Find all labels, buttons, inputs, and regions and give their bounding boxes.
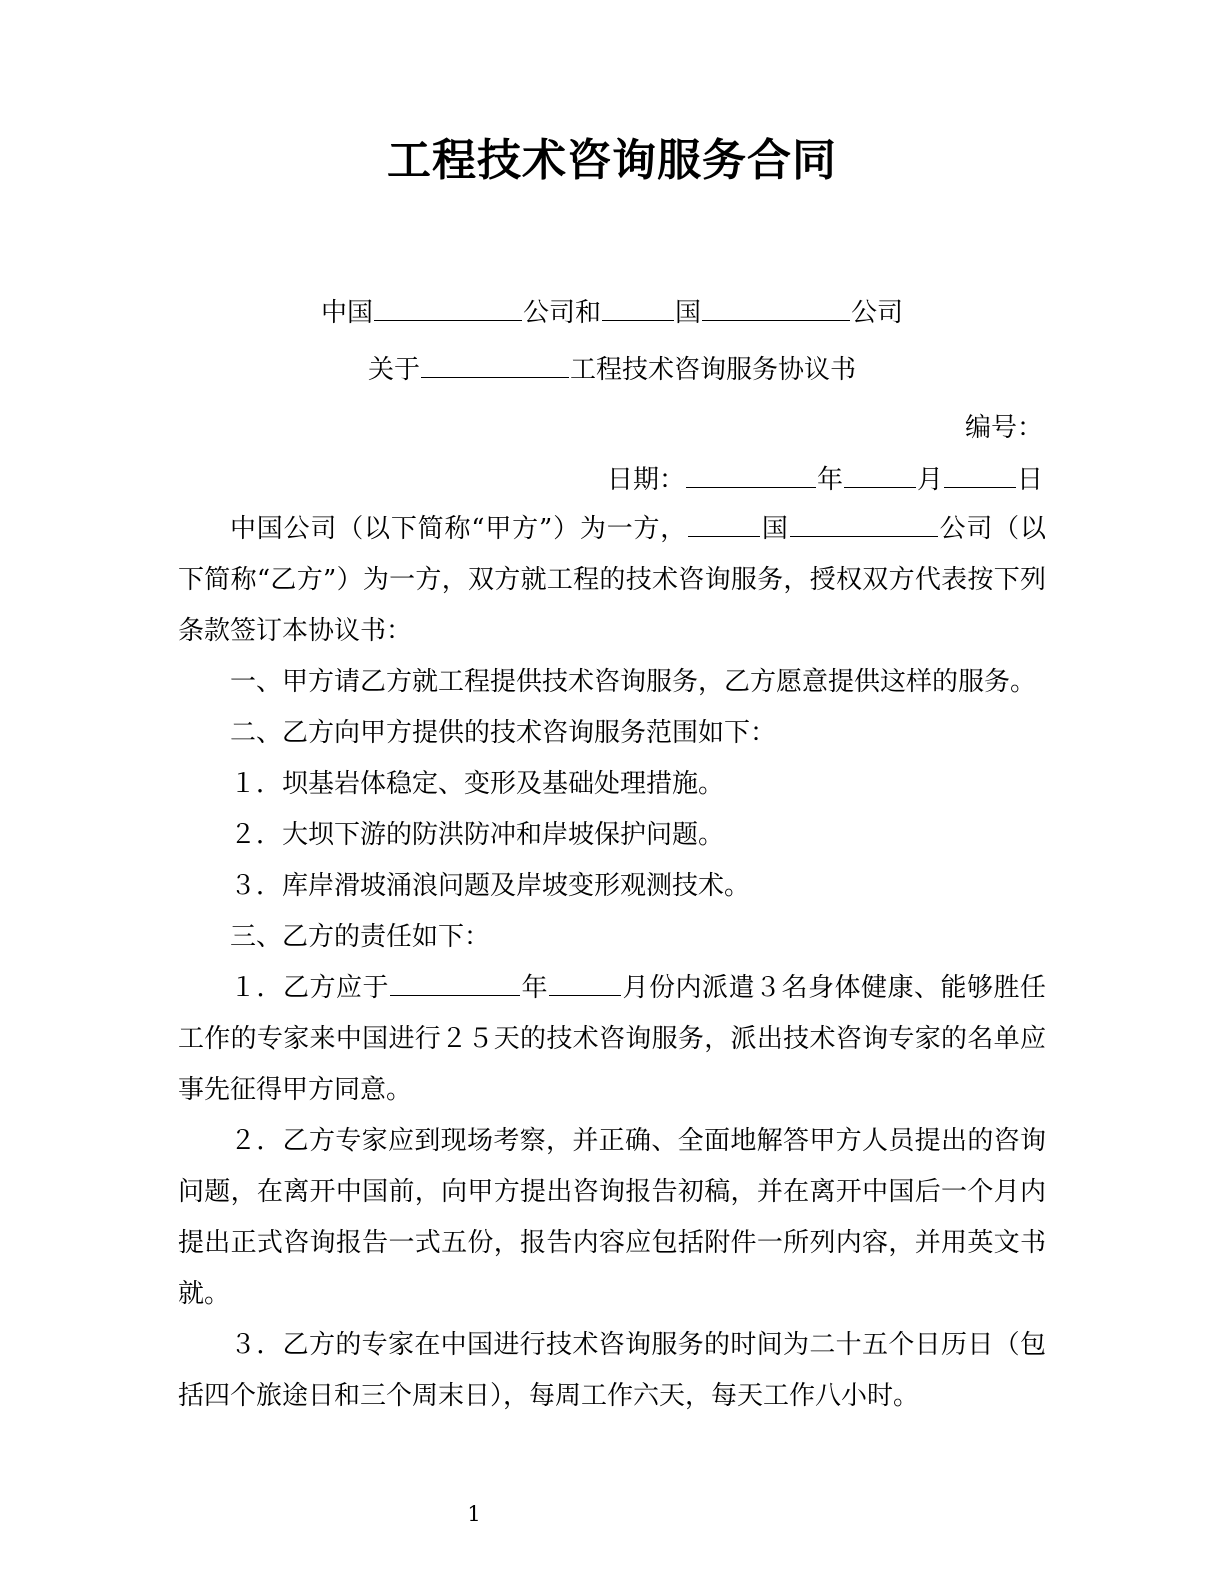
- date-month-unit: 月: [916, 465, 943, 495]
- subheader-subject-line: [108, 345, 1142, 395]
- responsibility-item-1: [178, 963, 1046, 1116]
- responsibility-item-1-rest: 月份内派遣３名身体健康、能够胜任工作的专家来中国进行２５天的技术咨询服务，派出技术咨询专家的名单应事先征得甲方同意。: [178, 973, 1046, 1105]
- document-body: [178, 504, 1046, 1422]
- subheader-suffix: 公司: [851, 298, 904, 328]
- date-day-unit: 日: [1016, 465, 1043, 495]
- blank-date-year[interactable]: [686, 462, 816, 488]
- clause-three-text: 乙方的责任如下：: [282, 922, 491, 952]
- scope-item-1: １．坝基岩体稳定、变形及基础处理措施。: [230, 769, 725, 799]
- clause-two-text: 乙方向甲方提供的技术咨询服务范围如下：: [282, 718, 777, 748]
- clause-three-number: 三、: [230, 922, 283, 952]
- preamble-part1: 中国公司（以下简称“甲方”）为一方，: [230, 514, 688, 544]
- date-label: 日期：: [606, 465, 685, 495]
- blank-project-name[interactable]: [421, 352, 569, 378]
- subheader-mid2: 国: [675, 298, 702, 328]
- preamble-part2: 国: [761, 514, 789, 544]
- date-line: [108, 456, 1051, 504]
- subject-suffix: 工程技术咨询服务协议书: [570, 355, 857, 385]
- subheader-parties-line: [108, 288, 1142, 338]
- clause-one-number: 一、: [230, 667, 283, 697]
- responsibility-item-1-prefix: １．乙方应于: [230, 973, 389, 1003]
- blank-foreign-country[interactable]: [602, 295, 674, 321]
- clause-one-text: 甲方请乙方就工程提供技术咨询服务，乙方愿意提供这样的服务。: [282, 667, 1037, 697]
- blank-date-month[interactable]: [844, 462, 916, 488]
- blank-date-day[interactable]: [944, 462, 1016, 488]
- preamble-part3: 公司（以下简称“乙方”）为一方，双方就工程的技术咨询服务，授权双方代表按下列条款签订本协议书：: [178, 514, 1046, 646]
- blank-party-b-company[interactable]: [790, 511, 938, 537]
- responsibility-item-1-year-unit: 年: [521, 973, 548, 1003]
- scope-item-2: ２．大坝下游的防洪防冲和岸坡保护问题。: [230, 820, 725, 850]
- responsibility-item-3: ３．乙方的专家在中国进行技术咨询服务的时间为二十五个日历日（包括四个旅途日和三个周末日），每周工作六天，每天工作八小时。: [178, 1330, 1046, 1411]
- subheader-prefix: 中国: [320, 298, 373, 328]
- scope-item-3: ３．库岸滑坡涌浪问题及岸坡变形观测技术。: [230, 871, 751, 901]
- clause-one: [178, 657, 1046, 708]
- serial-number-line: [108, 404, 1043, 452]
- date-year-unit: 年: [816, 465, 843, 495]
- blank-party-b-country[interactable]: [688, 511, 760, 537]
- clause-three: [178, 912, 1046, 963]
- clause-two-number: 二、: [230, 718, 283, 748]
- document-title: 工程技术咨询服务合同: [387, 135, 837, 186]
- page-number: 1: [467, 1502, 481, 1526]
- subheader-mid: 公司和: [522, 298, 601, 328]
- blank-china-company[interactable]: [374, 295, 522, 321]
- responsibility-item-2: ２．乙方专家应到现场考察，并正确、全面地解答甲方人员提出的咨询问题，在离开中国前，向甲方提出咨询报告初稿，并在离开中国后一个月内提出正式咨询报告一式五份，报告内容应包括附件一所列内容，并用英文书就。: [178, 1126, 1046, 1309]
- blank-dispatch-month[interactable]: [549, 970, 621, 996]
- preamble-paragraph: [178, 504, 1046, 657]
- blank-dispatch-year[interactable]: [390, 970, 520, 996]
- clause-two: [178, 708, 1046, 759]
- subject-prefix: 关于: [367, 355, 420, 385]
- serial-number-label: 编号：: [964, 413, 1043, 443]
- blank-foreign-company[interactable]: [702, 295, 850, 321]
